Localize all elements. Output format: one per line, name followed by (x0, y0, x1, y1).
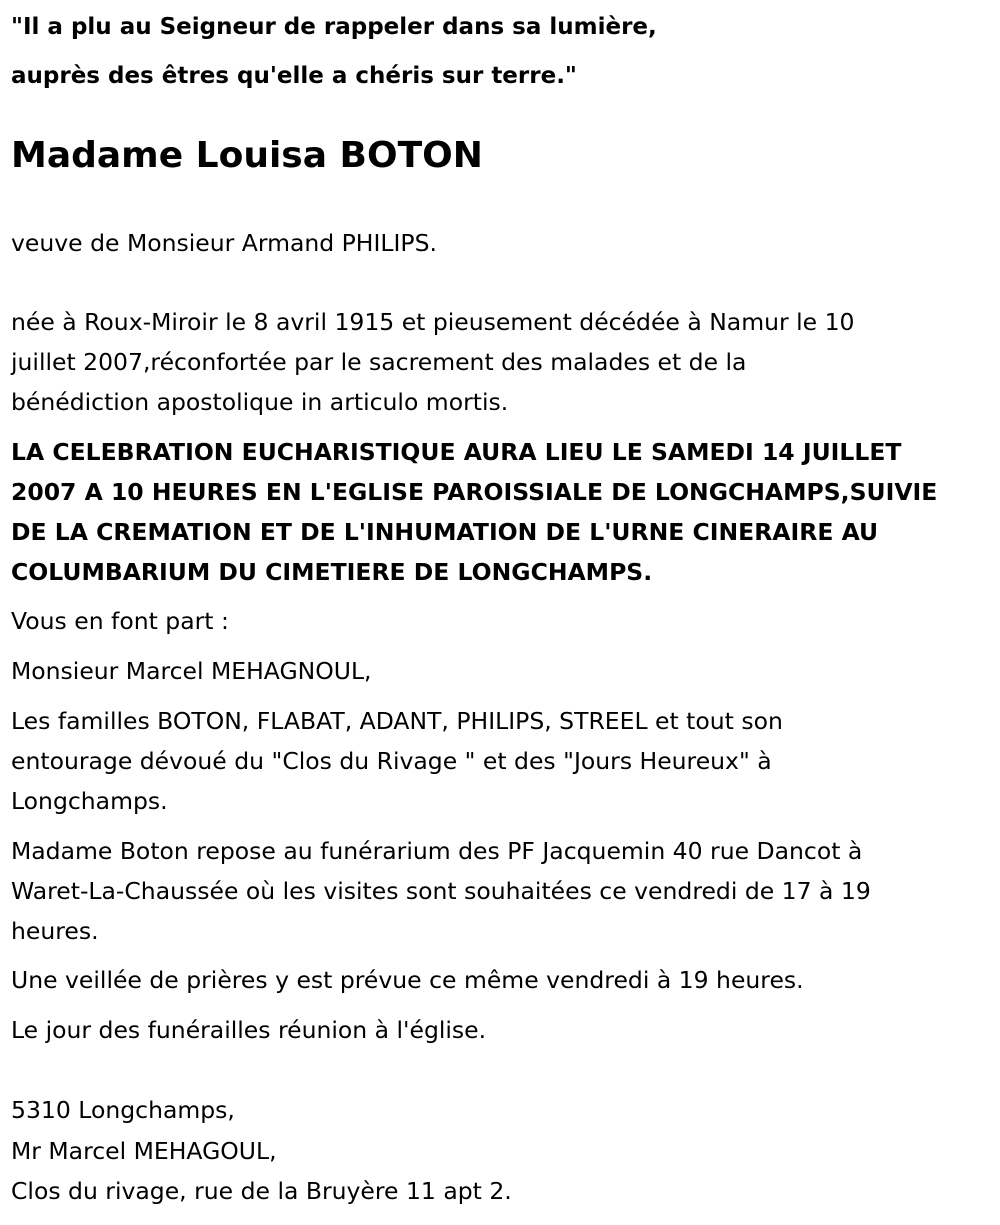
quote-line-1: "Il a plu au Seigneur de rappeler dans sa lumière, (11, 14, 657, 40)
funeral-day: Le jour des funérailles réunion à l'église. (11, 1016, 487, 1044)
birth-death-line-2: juillet 2007,réconfortée par le sacrement des malades et de la (11, 348, 747, 376)
birth-death-line-3: bénédiction apostolique in articulo mortis. (11, 388, 509, 416)
ceremony-line-3: DE LA CREMATION ET DE L'INHUMATION DE L'URNE CINERAIRE AU (11, 518, 879, 546)
announcer: Monsieur Marcel MEHAGNOUL, (11, 657, 372, 685)
ceremony-line-2: 2007 A 10 HEURES EN L'EGLISE PAROISSIALE DE LONGCHAMPS,SUIVIE (11, 478, 938, 506)
quote-line-2: auprès des êtres qu'elle a chéris sur terre." (11, 63, 577, 89)
vigil: Une veillée de prières y est prévue ce même vendredi à 19 heures. (11, 966, 804, 994)
birth-death-line-1: née à Roux-Miroir le 8 avril 1915 et pieusement décédée à Namur le 10 (11, 308, 855, 336)
families-line-3: Longchamps. (11, 787, 168, 815)
announcement-intro: Vous en font part : (11, 607, 229, 635)
families-line-1: Les familles BOTON, FLABAT, ADANT, PHILIPS, STREEL et tout son (11, 707, 783, 735)
families-line-2: entourage dévoué du "Clos du Rivage " et des "Jours Heureux" à (11, 747, 772, 775)
deceased-name: Madame Louisa BOTON (11, 135, 483, 176)
funerarium-line-2: Waret-La-Chaussée où les visites sont souhaitées ce vendredi de 17 à 19 (11, 877, 871, 905)
ceremony-line-4: COLUMBARIUM DU CIMETIERE DE LONGCHAMPS. (11, 558, 653, 586)
address-line-2: Mr Marcel MEHAGOUL, (11, 1137, 277, 1165)
address-line-1: 5310 Longchamps, (11, 1096, 235, 1124)
funerarium-line-1: Madame Boton repose au funérarium des PF Jacquemin 40 rue Dancot à (11, 837, 863, 865)
address-line-3: Clos du rivage, rue de la Bruyère 11 apt 2. (11, 1177, 512, 1205)
ceremony-line-1: LA CELEBRATION EUCHARISTIQUE AURA LIEU LE SAMEDI 14 JUILLET (11, 438, 902, 466)
widow-of: veuve de Monsieur Armand PHILIPS. (11, 229, 437, 257)
funerarium-line-3: heures. (11, 917, 99, 945)
